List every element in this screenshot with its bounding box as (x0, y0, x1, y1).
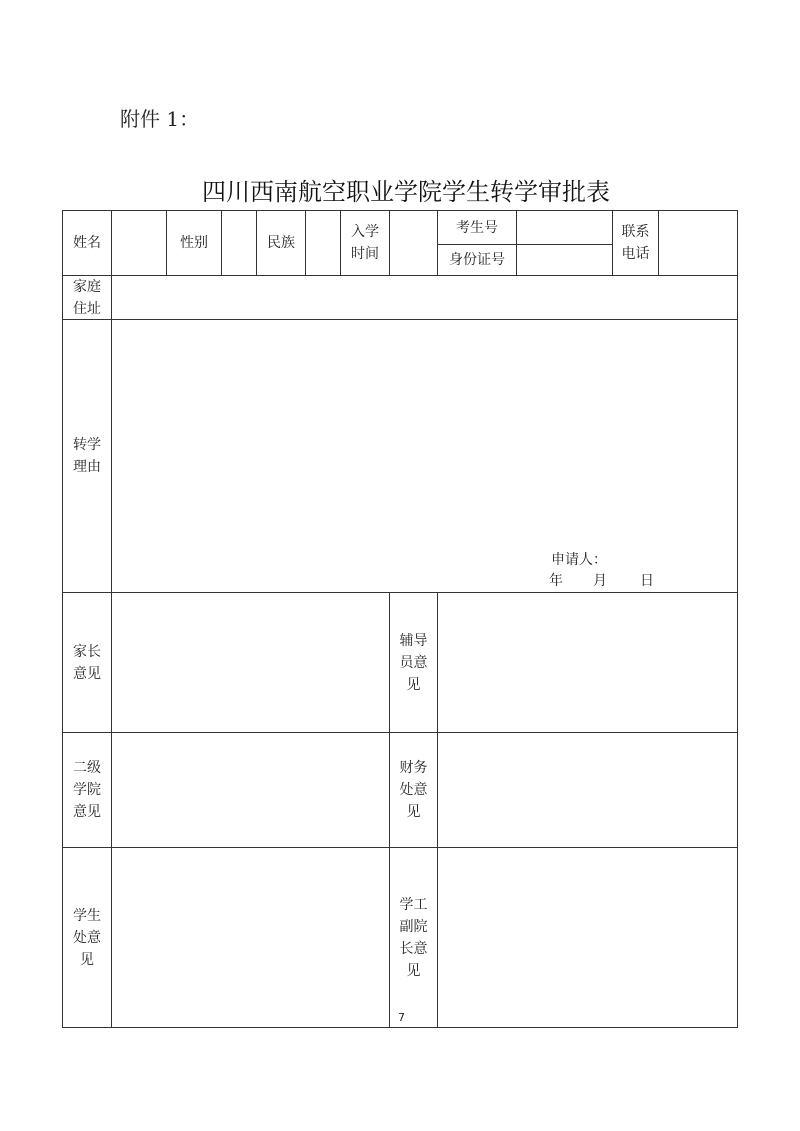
counselor-opinion-label: 辅导 员意 见 (389, 592, 438, 733)
college-opinion-label: 二级 学院 意见 (62, 732, 112, 848)
page-number: 7 (398, 1011, 405, 1024)
college-opinion-value-cell (111, 732, 390, 848)
name-value-cell (111, 210, 167, 276)
phone-label: 联系 电话 (612, 210, 659, 276)
student-affairs-opinion-label: 学生 处意 见 (62, 847, 112, 1028)
name-label: 姓名 (62, 210, 112, 276)
applicant-label: 申请人： (551, 552, 607, 568)
counselor-opinion-value-cell (437, 592, 738, 733)
exam-number-value-cell (516, 210, 613, 245)
finance-opinion-label: 财务 处意 见 (389, 732, 438, 848)
gender-label: 性别 (166, 210, 222, 276)
id-number-label: 身份证号 (437, 244, 517, 276)
transfer-approval-form (62, 210, 738, 1028)
gender-value-cell (221, 210, 257, 276)
date-month-label: 月 (593, 573, 607, 589)
transfer-reason-label: 转学 理由 (62, 319, 112, 593)
parent-opinion-label: 家长 意见 (62, 592, 112, 733)
attachment-label: 附件 1： (120, 107, 200, 131)
ethnicity-label: 民族 (256, 210, 306, 276)
date-day-label: 日 (640, 573, 654, 589)
home-address-value-cell (111, 275, 738, 320)
id-number-value-cell (516, 244, 613, 276)
home-address-label: 家庭 住址 (62, 275, 112, 320)
date-year-label: 年 (549, 573, 563, 589)
enrollment-time-value-cell (389, 210, 438, 276)
ethnicity-value-cell (305, 210, 341, 276)
enrollment-time-label: 入学 时间 (340, 210, 390, 276)
vice-dean-opinion-label: 学工 副院 长意 见 (389, 847, 438, 1028)
form-title: 四川西南航空职业学院学生转学审批表 (202, 178, 610, 206)
vice-dean-opinion-value-cell (437, 847, 738, 1028)
exam-number-label: 考生号 (437, 210, 517, 245)
finance-opinion-value-cell (437, 732, 738, 848)
phone-value-cell (658, 210, 738, 276)
parent-opinion-value-cell (111, 592, 390, 733)
transfer-reason-value-cell (111, 319, 738, 593)
student-affairs-opinion-value-cell (111, 847, 390, 1028)
